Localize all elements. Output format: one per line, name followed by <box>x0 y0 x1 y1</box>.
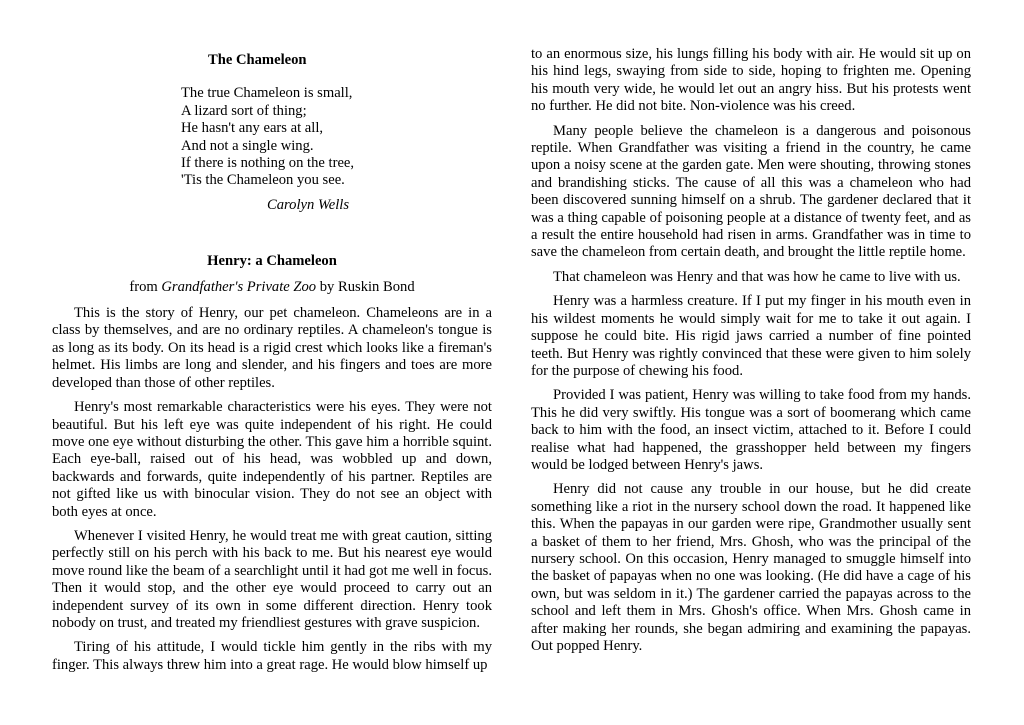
right-column <box>531 46 971 662</box>
left-column <box>52 46 492 681</box>
story-paragraph: Henry did not cause any trouble in our house, but he did create something like a riot in the nursery school down the road. It happened like this. When the papayas in our garden were ripe, Grandmother usually sent a basket of them to her friend, Mrs. Ghosh, who was the principal of the nursery school. On this occasion, Henry managed to smuggle himself into the basket of papayas when no one was looking. (He did have a cage of his own, but was seldom in it.) The gardener carried the papayas across to the school and left them in Mrs. Ghosh's office. When Mrs. Ghosh came in after making her rounds, she began admiring and examining the papayas. Out popped Henry. <box>531 481 971 654</box>
story-paragraph-continued: to an enormous size, his lungs filling his body with air. He would sit up on his hind legs, swaying from side to side, hoping to frighten me. Opening his mouth very wide, he would let out an angry hiss. But his protests went no further. He did not bite. Non-violence was his creed. <box>531 46 971 115</box>
source-book-title: Grandfather's Private Zoo <box>161 278 317 295</box>
source-author: by Ruskin Bond <box>316 278 415 295</box>
poem-title: The Chameleon <box>208 52 307 68</box>
story-paragraph: That chameleon was Henry and that was how he came to live with us. <box>553 268 961 285</box>
poem-line: A lizard sort of thing; <box>181 102 307 119</box>
story-paragraph: Many people believe the chameleon is a dangerous and poisonous reptile. When Grandfather was visiting a friend in the country, he came upon a noisy scene at the garden gate. Men were shouting, throwing stones and brandishing sticks. The cause of all this was a chameleon who had been discovered sunning himself on a shrub. The gardener declared that it was a thing capable of poisoning people at a distance of twenty feet, and as a result the entire household had risen in arms. Grandfather was in time to save the chameleon from certain death, and brought the little reptile home. <box>531 122 971 261</box>
story-paragraph: Henry's most remarkable characteristics were his eyes. They were not beautiful. But his left eye was quite independent of his right. He could move one eye without disturbing the other. This gave him a horrible squint. Each eye-ball, raised out of his head, was wobbled up and down, backwards and forwards, quite independently of his partner. Reptiles are not gifted like us with binocular vision. They do not see an object with both eyes at once. <box>52 399 492 520</box>
story-paragraph: This is the story of Henry, our pet chameleon. Chameleons are in a class by themselves, and are no ordinary reptiles. A chameleon's tongue is as long as its body. On its head is a rigid crest which looks like a fireman's helmet. His limbs are long and slender, and his fingers and toes are more developed than those of other reptiles. <box>52 305 492 391</box>
story-paragraph: Henry was a harmless creature. If I put my finger in his mouth even in his wildest moments he would simply wait for me to take it out again. I suppose he could bite. His rigid jaws carried a number of fine pointed teeth. But Henry was rightly convinced that these were given to him solely for the purpose of chewing his food. <box>531 293 971 379</box>
story-paragraph: Provided I was patient, Henry was willing to take food from my hands. This he did very swiftly. His tongue was a sort of boomerang which came back to him with the food, an insect victim, attached to it. Before I could realise what had happened, the grasshopper held between my fingers would be lodged between Henry's jaws. <box>531 387 971 473</box>
poem-author: Carolyn Wells <box>267 196 350 213</box>
source-prefix: from <box>129 278 162 295</box>
story-title: Henry: a Chameleon <box>207 253 337 270</box>
poem-line: The true Chameleon is small, <box>181 85 353 102</box>
poem-line: 'Tis the Chameleon you see. <box>181 172 345 189</box>
story-paragraph: Whenever I visited Henry, he would treat me with great caution, sitting perfectly still on his perch with his back to me. But his nearest eye would move round like the beam of a searchlight until it had got me well in focus. Then it would stop, and the other eye would proceed to carry out an independent survey of its own in some different direction. Henry took nobody on trust, and treated my friendliest gestures with grave suspicion. <box>52 527 492 631</box>
poem-line: He hasn't any ears at all, <box>181 120 324 137</box>
story-source <box>52 279 492 296</box>
poem-line: And not a single wing. <box>181 137 314 154</box>
story-paragraph: Tiring of his attitude, I would tickle him gently in the ribs with my finger. This always threw him into a great rage. He would blow himself up <box>52 639 492 673</box>
poem-line: If there is nothing on the tree, <box>181 155 355 172</box>
poem <box>181 52 492 214</box>
